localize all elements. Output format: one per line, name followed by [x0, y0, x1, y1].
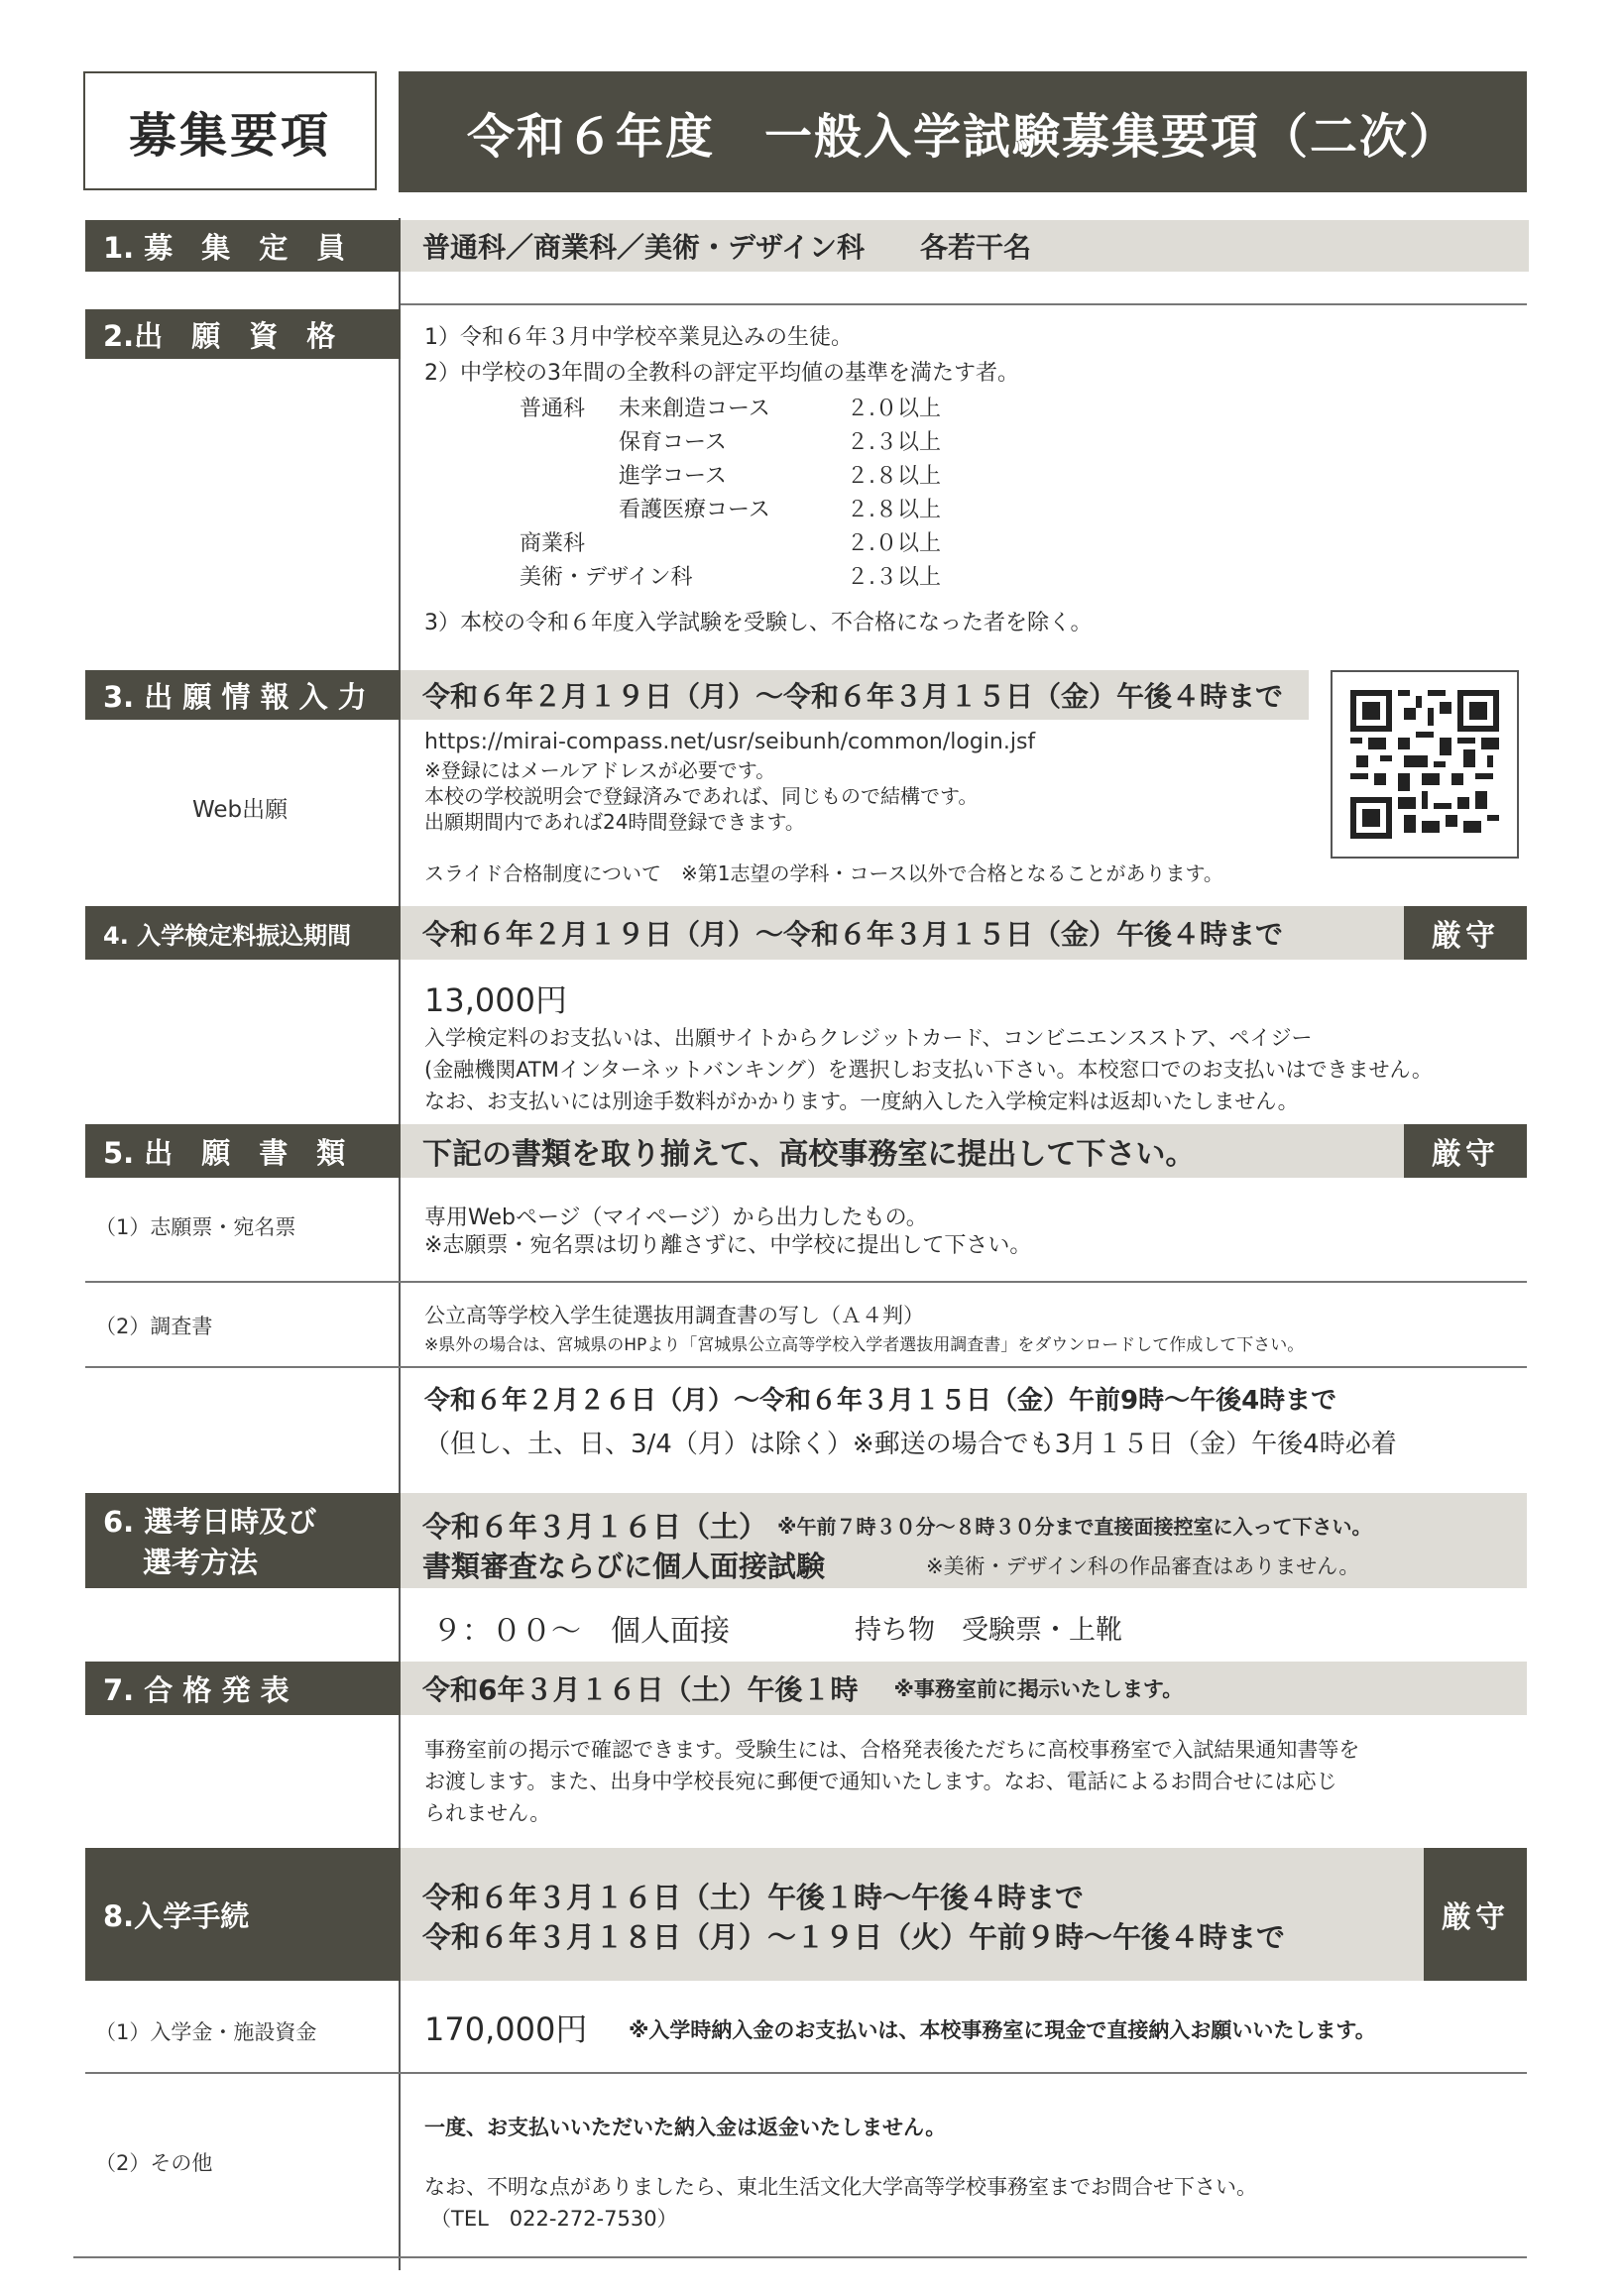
section-7-label: 7. 合 格 発 表 [85, 1662, 401, 1715]
interview-time: ９：００～ 個人面接 [432, 1614, 730, 1649]
section-4-period-text: 令和６年２月１９日（月）～令和６年３月１５日（金）午後４時まで [422, 918, 1284, 951]
section-4-line-1: 入学検定料のお支払いは、出願サイトからクレジットカード、コンビニエンスストア、ペイジー [424, 1026, 1313, 1050]
header-left-title: 募集要項 [83, 71, 377, 190]
belongings: 持ち物 受験票・上靴 [855, 1615, 1122, 1646]
selection-method: 書類審査ならびに個人面接試験 [422, 1550, 826, 1583]
criteria-row [520, 460, 1114, 494]
criteria-value: ２.３以上 [847, 430, 941, 455]
section-5-label: 5. 出 願 書 類 [85, 1124, 401, 1178]
section-2-label: 2.出 願 資 格 [85, 309, 401, 359]
bottom-divider [73, 2256, 1527, 2258]
contact-tel: （TEL 022-272-7530） [430, 2207, 678, 2231]
divider [85, 1281, 1527, 1283]
criteria-value: ２.８以上 [847, 464, 941, 489]
criteria-table [520, 393, 1114, 595]
item-1-line-2: ※志願票・宛名票は切り離さずに、中学校に提出して下さい。 [424, 1233, 1032, 1258]
slide-pass-note: スライド合格制度について ※第1志望の学科・コース以外で合格となることがあります。 [424, 861, 1223, 885]
criteria-value: ２.８以上 [847, 498, 941, 522]
criteria-dept: 普通科 [520, 397, 586, 421]
enrollment-fee: 170,000円 [424, 2010, 588, 2048]
section-2-line-2: 2）中学校の3年間の全教科の評定平均値の基準を満たす者。 [424, 361, 1019, 386]
exam-fee: 13,000円 [424, 981, 567, 1019]
other-label: （2）その他 [95, 2151, 213, 2175]
contact-note: なお、不明な点がありましたら、東北生活文化大学高等学校事務室までお問合せ下さい。 [424, 2175, 1257, 2199]
criteria-row [520, 393, 1114, 426]
criteria-row [520, 527, 1114, 561]
section-1-text: 普通科／商業科／美術・デザイン科 各若干名 [422, 231, 1032, 264]
selection-method-note: ※美術・デザイン科の作品審査はありません。 [926, 1554, 1360, 1578]
criteria-course: 進学コース [619, 464, 727, 489]
criteria-row [520, 426, 1114, 460]
item-2-line-2: ※県外の場合は、宮城県のHPより「宮城県公立高等学校入学者選抜用調査書」をダウンロードして作成して下さい。 [424, 1335, 1305, 1355]
criteria-dept [520, 426, 619, 460]
section-6-label-line-2: 選考方法 [143, 1546, 259, 1579]
no-refund-note: 一度、お支払いいただいた納入金は返金いたしません。 [424, 2116, 947, 2139]
section-3-note-3: 出願期間内であれば24時間登録できます。 [424, 810, 805, 834]
criteria-dept: 美術・デザイン科 [520, 565, 693, 590]
section-4-line-2: (金融機関ATMインターネットバンキング）を選択しお支払い下さい。本校窓口でのお支払いはできません。 [424, 1058, 1433, 1082]
section-4-label: 4. 入学検定料振込期間 [85, 906, 401, 960]
section-3-period-text: 令和６年２月１９日（月）～令和６年３月１５日（金）午後４時まで [422, 680, 1284, 713]
announcement-note: ※事務室前に掲示いたします。 [893, 1677, 1184, 1701]
submission-period: 令和６年２月２６日（月）～令和６年３月１５日（金）午前9時～午後4時まで [424, 1386, 1337, 1416]
criteria-course: 看護医療コース [619, 498, 770, 522]
selection-date: 令和６年３月１６日（土） [422, 1510, 768, 1544]
section-4-period [401, 906, 1404, 960]
item-2-line-1: 公立高等学校入学生徒選抜用調査書の写し（Ａ４判） [424, 1304, 924, 1327]
divider [85, 2072, 1527, 2074]
section-7-bar [401, 1662, 1527, 1715]
enrollment-fee-note: ※入学時納入金のお支払いは、本校事務室に現金で直接納入お願いいたします。 [629, 2018, 1376, 2042]
section-3-label: 3. 出 願 情 報 入 力 [85, 670, 401, 720]
section-3-period [401, 670, 1309, 720]
section-3-note-1: ※登録にはメールアドレスが必要です。 [424, 758, 776, 782]
section-1-label: 1. 募 集 定 員 [85, 220, 401, 272]
criteria-dept [520, 460, 619, 494]
section-8-label: 8.入学手続 [85, 1848, 401, 1981]
application-url-link[interactable]: https://mirai-compass.net/usr/seibunh/common/login.jsf [424, 730, 1036, 754]
item-1-line-1: 専用Webページ（マイページ）から出力したもの。 [424, 1205, 928, 1230]
section-3-note-2: 本校の学校説明会で登録済みであれば、同じもので結構です。 [424, 784, 979, 808]
announcement-date: 令和6年３月１６日（土）午後１時 [422, 1673, 859, 1706]
criteria-row [520, 561, 1114, 595]
divider [401, 303, 1527, 305]
strict-badge: 厳守 [1424, 1848, 1527, 1981]
criteria-dept: 商業科 [520, 531, 586, 556]
page-title: 令和６年度 一般入学試験募集要項（二次） [399, 71, 1527, 192]
section-6-label-line-1: 6. 選考日時及び [103, 1505, 317, 1539]
section-5-bar [401, 1124, 1404, 1178]
criteria-course: 未来創造コース [619, 397, 770, 421]
strict-badge: 厳守 [1404, 906, 1527, 960]
section-1-bar [401, 220, 1529, 272]
section-7-line-3: られません。 [424, 1801, 551, 1825]
criteria-dept [520, 494, 619, 527]
selection-date-note: ※午前７時３０分～８時３０分まで直接面接控室に入って下さい。 [777, 1515, 1372, 1539]
section-6-bar [401, 1493, 1527, 1588]
section-7-line-2: お渡します。また、出身中学校長宛に郵便で通知いたします。なお、電話によるお問合せには応じ [424, 1770, 1337, 1793]
section-7-line-1: 事務室前の掲示で確認できます。受験生には、合格発表後ただちに高校事務室で入試結果通知書等を [424, 1738, 1360, 1762]
web-application-label: Web出願 [192, 797, 289, 823]
criteria-course: 保育コース [619, 430, 727, 455]
criteria-value: ２.３以上 [847, 565, 941, 590]
section-5-bar-text: 下記の書類を取り揃えて、高校事務室に提出して下さい。 [422, 1137, 1196, 1172]
section-2-line-1: 1）令和６年３月中学校卒業見込みの生徒。 [424, 325, 853, 350]
enrollment-period-2: 令和６年３月１８日（月）～１９日（火）午前９時～午後４時まで [422, 1920, 1286, 1954]
enrollment-fee-label: （1）入学金・施設資金 [95, 2020, 317, 2044]
qr-code[interactable] [1331, 670, 1519, 859]
section-6-label [85, 1493, 401, 1588]
strict-badge: 厳守 [1404, 1124, 1527, 1178]
criteria-row [520, 494, 1114, 527]
item-2-label: （2）調査書 [95, 1315, 213, 1338]
item-1-label: （1）志願票・宛名票 [95, 1215, 296, 1239]
submission-period-note: （但し、土、日、3/4（月）は除く）※郵送の場合でも3月１５日（金）午後4時必着 [424, 1430, 1397, 1459]
section-4-line-3: なお、お支払いには別途手数料がかかります。一度納入した入学検定料は返却いたしません。 [424, 1090, 1299, 1113]
criteria-value: ２.０以上 [847, 397, 941, 421]
qr-code-icon [1350, 690, 1499, 839]
section-8-bar [401, 1848, 1424, 1981]
criteria-value: ２.０以上 [847, 531, 941, 556]
divider [85, 1366, 1527, 1368]
enrollment-period-1: 令和６年３月１６日（土）午後１時～午後４時まで [422, 1881, 1085, 1914]
section-2-line-3: 3）本校の令和６年度入学試験を受験し、不合格になった者を除く。 [424, 611, 1093, 635]
